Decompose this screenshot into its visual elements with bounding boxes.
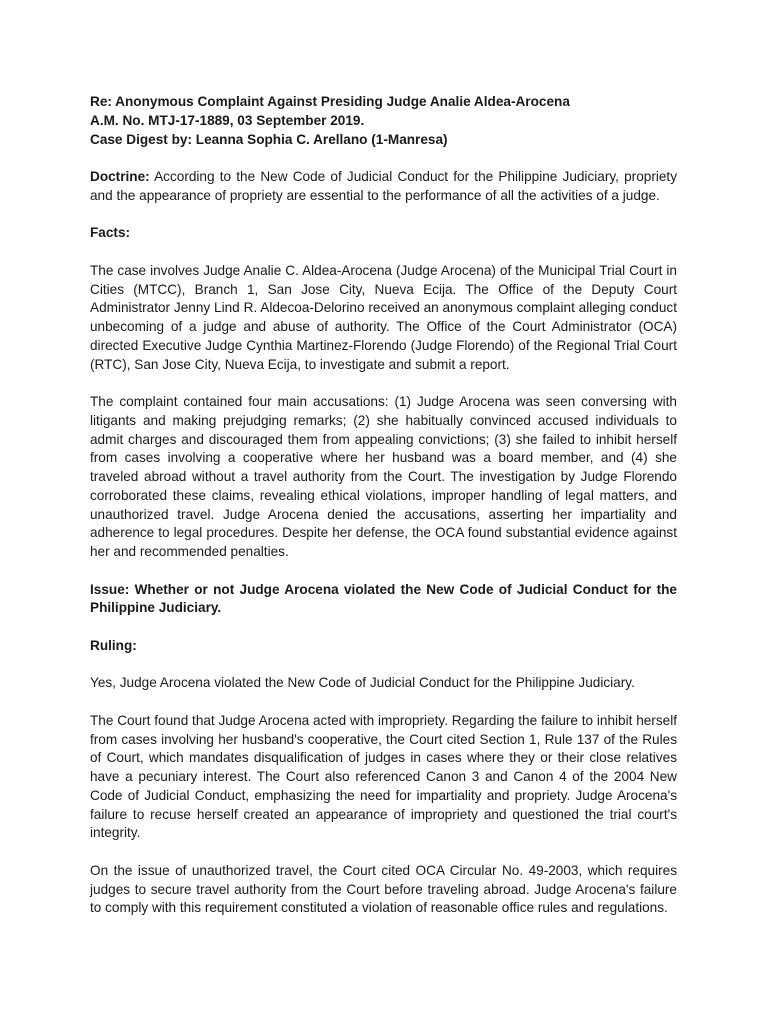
issue-statement: Issue: Whether or not Judge Arocena violated the New Code of Judicial Conduct for the Philippine Judiciary. bbox=[90, 581, 677, 616]
spacer bbox=[90, 562, 677, 581]
spacer bbox=[90, 243, 677, 262]
case-title: Re: Anonymous Complaint Against Presiding Judge Analie Aldea-Arocena bbox=[90, 94, 570, 109]
ruling-paragraph-3: On the issue of unauthorized travel, the Court cited OCA Circular No. 49-2003, which requires judges to secure travel authority from the Court before traveling abroad. Judge Arocena's failure to comply with this requirement constituted a violation of reasonable office rules and regulations. bbox=[90, 862, 677, 916]
facts-heading: Facts: bbox=[90, 225, 131, 241]
ruling-paragraph-2: The Court found that Judge Arocena acted with impropriety. Regarding the failure to inhibit herself from cases involving her husband's cooperative, the Court cited Section 1, Rule 137 of the Rules of Court, which mandates disqualification of judges in cases where they or their close relatives have a pecuniary interest. The Court also referenced Canon 3 and Canon 4 of the 2004 New Code of Judicial Conduct, emphasizing the need for impartiality and propriety. Judge Arocena's failure to recuse herself created an appearance of impropriety and questioned the trial court's integrity. bbox=[90, 712, 677, 841]
facts-paragraph-1: The case involves Judge Analie C. Aldea-Arocena (Judge Arocena) of the Municipal Trial Court in Cities (MTCC), Branch 1, San Jose City, Nueva Ecija. The Office of the Deputy Court Administrator Jenny Lind R. Aldecoa-Delorino received an anonymous complaint alleging conduct unbecoming of a judge and abuse of authority. The Office of the Court Administrator (OCA) directed Executive Judge Cynthia Martinez-Florendo (Judge Florendo) of the Regional Trial Court (RTC), San Jose City, Nueva Ecija, to investigate and submit a report. bbox=[90, 262, 677, 372]
spacer bbox=[90, 374, 677, 393]
spacer bbox=[90, 206, 677, 225]
ruling-heading: Ruling: bbox=[90, 637, 137, 653]
doctrine-text: According to the New Code of Judicial Conduct for the Philippine Judiciary, propriety and the appearance of propriety are essential to the performance of all the activities of a judge. bbox=[90, 169, 677, 203]
spacer bbox=[90, 843, 677, 862]
spacer bbox=[90, 656, 677, 675]
ruling-paragraph-1: Yes, Judge Arocena violated the New Code of Judicial Conduct for the Philippine Judiciary. bbox=[90, 675, 635, 691]
spacer bbox=[90, 618, 677, 637]
facts-paragraph-2: The complaint contained four main accusations: (1) Judge Arocena was seen conversing with litigants and making prejudging remarks; (2) she habitually convinced accused individuals to admit charges and discouraged them from appealing convictions; (3) she failed to inhibit herself from cases involving a cooperative where her husband was a board member, and (4) she traveled abroad without a travel authority from the Court. The investigation by Judge Florendo corroborated these claims, revealing ethical violations, improper handling of legal matters, and unauthorized travel. Judge Arocena denied the accusations, asserting her impartiality and adherence to legal procedures. Despite her defense, the OCA found substantial evidence against her and recommended penalties. bbox=[90, 394, 677, 559]
doctrine-label: Doctrine: bbox=[90, 169, 150, 184]
spacer bbox=[90, 693, 677, 712]
spacer bbox=[90, 149, 677, 168]
case-number: A.M. No. MTJ-17-1889, 03 September 2019. bbox=[90, 112, 365, 128]
digest-author: Case Digest by: Leanna Sophia C. Arellano (1-Manresa) bbox=[90, 131, 448, 147]
doctrine-paragraph bbox=[90, 168, 677, 206]
